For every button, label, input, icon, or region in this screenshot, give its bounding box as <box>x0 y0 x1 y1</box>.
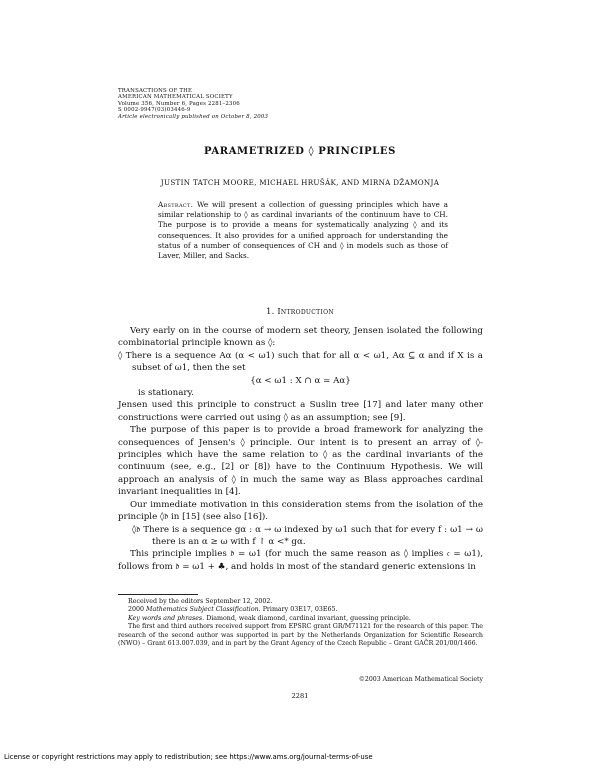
copyright: ©2003 American Mathematical Society <box>358 676 483 683</box>
paragraph: Jensen used this principle to construct a Suslin tree [17] and later many other constructions were carried out using ◊ as an assumption; see [9]. <box>118 400 483 423</box>
publication-date: Article electronically published on October 8, 2003 <box>118 113 269 120</box>
diamond-d-statement: ◊𝔡 There is a sequence gα : α → ω indexed by ω1 such that for every f : ω1 → ω there is an α ≥ ω with f ↾ α <* gα. <box>132 524 483 547</box>
keywords-note <box>118 615 483 623</box>
section-heading: 1. Introduction <box>266 306 334 316</box>
paper-title: PARAMETRIZED ◊ PRINCIPLES <box>204 146 396 157</box>
footnote-rule <box>118 594 198 595</box>
issn: S 0002-9947(03)03446-9 <box>118 107 191 114</box>
journal-header <box>118 88 268 120</box>
journal-name-line1: TRANSACTIONS OF THE <box>118 88 193 94</box>
volume-info: Volume 356, Number 6, Pages 2281–2306 <box>118 100 240 107</box>
msc-label: Mathematics Subject Classification. <box>146 606 261 614</box>
paragraph: The purpose of this paper is to provide a broad framework for analyzing the consequences of Jensen's ◊ principle. Our intent is to present an array of ◊-principles which have the same relation to ◊ as the cardinal invariants of the continuum (see, e.g., [2] or [8]) have to the Continuum Hypothesis. We will approach an analysis of ◊ in much the same way as Blass approaches cardinal invariant inequalities in [4]. <box>118 425 483 498</box>
support-note: The first and third authors received support from EPSRC grant GR/M71121 for the research of this paper. The research of the second author was supported in part by the Netherlands Organization for Scientific Research (NWO) – Grant 613.007.039, and in part by the Grant Agency of the Czech Republic – Grant GAČR 201/00/1466. <box>118 623 483 648</box>
msc-codes: Primary 03E17, 03E65. <box>262 606 338 614</box>
paragraph: This principle implies 𝔡 = ω1 (for much the same reason as ◊ implies 𝔠 = ω1), follows from 𝔡 = ω1 + ♣, and holds in most of the standard generic extensions in <box>118 549 483 572</box>
msc-year: 2000 <box>128 606 145 614</box>
paragraph: Our immediate motivation in this consideration stems from the isolation of the principle ◊𝔡 in [15] (see also [16]). <box>118 499 483 523</box>
footnotes <box>118 594 483 648</box>
page-number: 2281 <box>291 692 309 700</box>
abstract-text: We will present a collection of guessing principles which have a similar relationship to ◊ as cardinal invariants of the continuum have to CH. The purpose is to provide a means for systematically analyzing ◊ and its consequences. It also provides for a unified approach for understanding the status of a number of consequences of CH and ◊ in models such as those of Laver, Miller, and Sacks. <box>158 200 448 261</box>
received-note: Received by the editors September 12, 2002. <box>128 598 273 605</box>
body-text <box>118 325 483 573</box>
paragraph: Very early on in the course of modern set theory, Jensen isolated the following combinatorial principle known as ◊: <box>118 326 483 349</box>
abstract-label: Abstract. <box>158 200 194 209</box>
abstract <box>158 200 448 261</box>
stationary-text: is stationary. <box>138 388 195 399</box>
license-notice: License or copyright restrictions may apply to redistribution; see https://www.ams.org/journal-terms-of-use <box>4 753 373 761</box>
keywords-label: Key words and phrases. <box>128 614 205 622</box>
diamond-statement: ◊ There is a sequence Aα (α < ω1) such that for all α < ω1, Aα ⊆ α and if X is a subset of ω1, then the set <box>118 350 483 374</box>
journal-name-line2: AMERICAN MATHEMATICAL SOCIETY <box>118 94 233 101</box>
keywords-text: Diamond, weak diamond, cardinal invariant, guessing principle. <box>206 614 411 622</box>
msc-note <box>118 606 483 614</box>
display-formula: {α < ω1 : X ∩ α = Aα} <box>250 375 351 386</box>
paper-authors: JUSTIN TATCH MOORE, MICHAEL HRUŠÁK, AND MIRNA DŽAMONJA <box>160 178 440 187</box>
